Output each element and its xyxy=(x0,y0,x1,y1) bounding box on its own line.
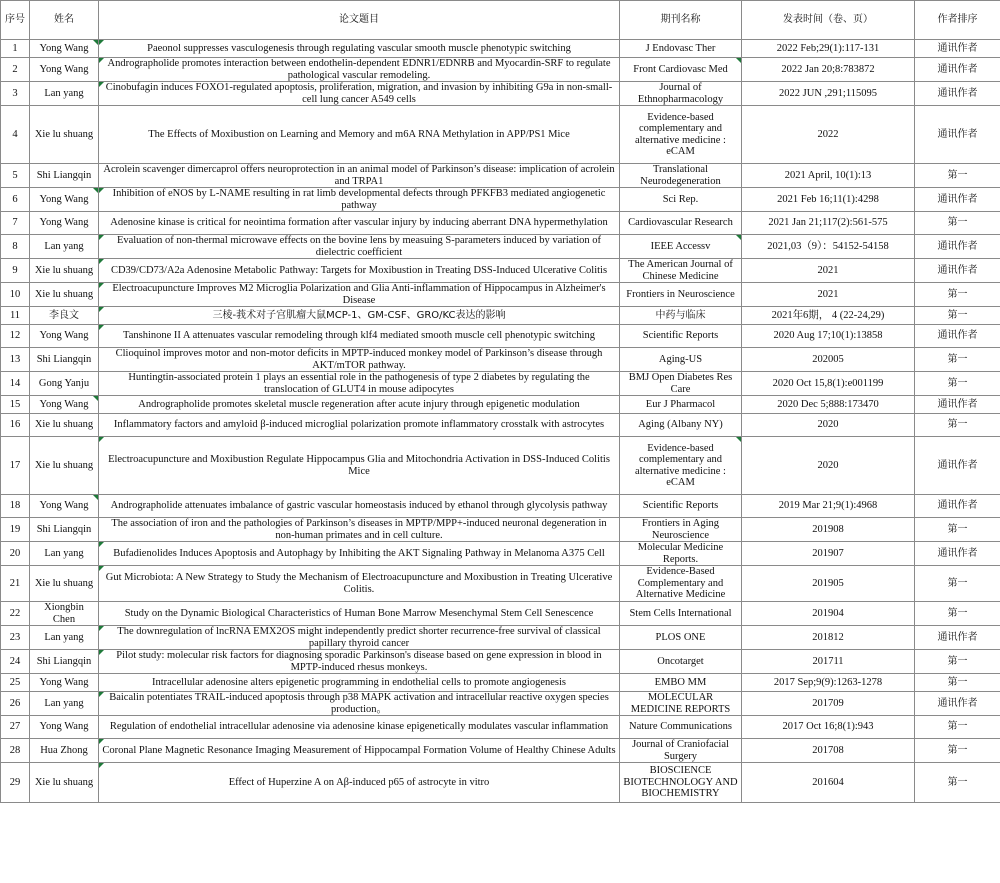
paper-title: Adenosine kinase is critical for neointima formation after vascular injury by inducing aberrant DNA hypermethylation xyxy=(99,212,620,235)
paper-title: CD39/CD73/A2a Adenosine Metabolic Pathway: Targets for Moxibustion in Treating DSS-Induced Ulcerative Colitis xyxy=(99,259,620,283)
author-order: 第一 xyxy=(915,164,1000,188)
publish-date: 2022 Jan 20;8:783872 xyxy=(742,58,915,82)
row-index: 22 xyxy=(1,602,30,626)
row-index: 7 xyxy=(1,212,30,235)
paper-title: Acrolein scavenger dimercaprol offers neuroprotection in an animal model of Parkinson’s disease: implication of acrolein and TRPA1 xyxy=(99,164,620,188)
row-index: 8 xyxy=(1,235,30,259)
journal-name: Eur J Pharmacol xyxy=(620,396,742,414)
paper-title: Pilot study: molecular risk factors for diagnosing sporadic Parkinson's disease based on gene expression in blood in MPTP-induced rhesus monkeys. xyxy=(99,650,620,674)
table-row xyxy=(1,283,1000,307)
publish-date: 2021 April, 10(1):13 xyxy=(742,164,915,188)
row-index: 27 xyxy=(1,716,30,739)
author-name: Shi Liangqin xyxy=(30,650,99,674)
table-row xyxy=(1,414,1000,437)
table-row xyxy=(1,626,1000,650)
table-row xyxy=(1,739,1000,763)
table-row xyxy=(1,542,1000,566)
header-journal: 期刊名称 xyxy=(620,1,742,40)
author-order: 第一 xyxy=(915,372,1000,396)
publish-date: 201905 xyxy=(742,566,915,602)
author-order: 第一 xyxy=(915,283,1000,307)
table-row xyxy=(1,495,1000,518)
paper-title: Andrographolide attenuates imbalance of gastric vascular homeostasis induced by ethanol through glycolysis pathway xyxy=(99,495,620,518)
journal-name: Cardiovascular Research xyxy=(620,212,742,235)
author-name: Shi Liangqin xyxy=(30,164,99,188)
author-name: 李良文 xyxy=(30,307,99,325)
author-order: 通讯作者 xyxy=(915,188,1000,212)
paper-title: The Effects of Moxibustion on Learning and Memory and m6A RNA Methylation in APP/PS1 Mice xyxy=(99,106,620,164)
row-index: 18 xyxy=(1,495,30,518)
paper-title: Bufadienolides Induces Apoptosis and Autophagy by Inhibiting the AKT Signaling Pathway in Melanoma A375 Cell xyxy=(99,542,620,566)
author-name: Yong Wang xyxy=(30,716,99,739)
table-row xyxy=(1,518,1000,542)
publish-date: 2019 Mar 21;9(1):4968 xyxy=(742,495,915,518)
publish-date: 2021 Jan 21;117(2):561-575 xyxy=(742,212,915,235)
author-name: Lan yang xyxy=(30,542,99,566)
row-index: 2 xyxy=(1,58,30,82)
author-name: Lan yang xyxy=(30,82,99,106)
journal-name: Front Cardiovasc Med xyxy=(620,58,742,82)
author-name: Yong Wang xyxy=(30,188,99,212)
author-order: 第一 xyxy=(915,739,1000,763)
author-name: Shi Liangqin xyxy=(30,348,99,372)
author-name: Lan yang xyxy=(30,692,99,716)
author-order: 第一 xyxy=(915,650,1000,674)
author-name: Gong Yanju xyxy=(30,372,99,396)
row-index: 1 xyxy=(1,40,30,58)
paper-title: Evaluation of non-thermal microwave effects on the bovine lens by measuing S-parameters induced by variation of dielectric coefficient xyxy=(99,235,620,259)
table-row xyxy=(1,164,1000,188)
author-order: 通讯作者 xyxy=(915,626,1000,650)
author-order: 通讯作者 xyxy=(915,235,1000,259)
publish-date: 201812 xyxy=(742,626,915,650)
journal-name: IEEE Accessv xyxy=(620,235,742,259)
journal-name: J Endovasc Ther xyxy=(620,40,742,58)
row-index: 14 xyxy=(1,372,30,396)
journal-name: Nature Communications xyxy=(620,716,742,739)
author-order: 通讯作者 xyxy=(915,495,1000,518)
author-name: Xie lu shuang xyxy=(30,259,99,283)
journal-name: Scientific Reports xyxy=(620,495,742,518)
author-name: Yong Wang xyxy=(30,495,99,518)
paper-title: The downregulation of lncRNA EMX2OS might independently predict shorter recurrence-free survival of classical papillary thyroid cancer xyxy=(99,626,620,650)
author-order: 第一 xyxy=(915,518,1000,542)
author-name: Shi Liangqin xyxy=(30,518,99,542)
journal-name: 中药与临床 xyxy=(620,307,742,325)
publish-date: 201604 xyxy=(742,763,915,803)
table-row xyxy=(1,235,1000,259)
row-index: 23 xyxy=(1,626,30,650)
journal-name: Stem Cells International xyxy=(620,602,742,626)
row-index: 19 xyxy=(1,518,30,542)
author-order: 通讯作者 xyxy=(915,106,1000,164)
author-name: Yong Wang xyxy=(30,58,99,82)
journal-name: Molecular Medicine Reports. xyxy=(620,542,742,566)
table-row xyxy=(1,58,1000,82)
journal-name: Aging-US xyxy=(620,348,742,372)
row-index: 26 xyxy=(1,692,30,716)
author-name: Yong Wang xyxy=(30,674,99,692)
publish-date: 2020 Aug 17;10(1):13858 xyxy=(742,325,915,348)
table-row xyxy=(1,692,1000,716)
table-row xyxy=(1,307,1000,325)
paper-title: Electroacupuncture and Moxibustion Regulate Hippocampus Glia and Mitochondria Activation in DSS-Induced Colitis Mice xyxy=(99,437,620,495)
author-order: 通讯作者 xyxy=(915,259,1000,283)
row-index: 21 xyxy=(1,566,30,602)
journal-name: The American Journal of Chinese Medicine xyxy=(620,259,742,283)
row-index: 15 xyxy=(1,396,30,414)
author-order: 第一 xyxy=(915,414,1000,437)
row-index: 24 xyxy=(1,650,30,674)
journal-name: Frontiers in Neuroscience xyxy=(620,283,742,307)
header-name: 姓名 xyxy=(30,1,99,40)
table-row xyxy=(1,566,1000,602)
table-row xyxy=(1,602,1000,626)
author-name: Xiongbin Chen xyxy=(30,602,99,626)
row-index: 5 xyxy=(1,164,30,188)
row-index: 28 xyxy=(1,739,30,763)
author-name: Lan yang xyxy=(30,235,99,259)
publish-date: 2020 Oct 15,8(1):e001199 xyxy=(742,372,915,396)
row-index: 29 xyxy=(1,763,30,803)
paper-title: Cinobufagin induces FOXO1-regulated apoptosis, proliferation, migration, and invasion by inhibiting G9a in non-small-cell lung cancer A549 cells xyxy=(99,82,620,106)
author-order: 第一 xyxy=(915,307,1000,325)
author-order: 通讯作者 xyxy=(915,542,1000,566)
paper-title: Intracellular adenosine alters epigenetic programming in endothelial cells to promote angiogenesis xyxy=(99,674,620,692)
author-order: 第一 xyxy=(915,602,1000,626)
author-name: Xie lu shuang xyxy=(30,566,99,602)
journal-name: Journal of Craniofacial Surgery xyxy=(620,739,742,763)
row-index: 3 xyxy=(1,82,30,106)
journal-name: EMBO MM xyxy=(620,674,742,692)
journal-name: Evidence-based complementary and alternative medicine : eCAM xyxy=(620,437,742,495)
author-order: 第一 xyxy=(915,348,1000,372)
row-index: 25 xyxy=(1,674,30,692)
journal-name: Evidence-Based Complementary and Alternative Medicine xyxy=(620,566,742,602)
row-index: 13 xyxy=(1,348,30,372)
row-index: 20 xyxy=(1,542,30,566)
row-index: 4 xyxy=(1,106,30,164)
paper-title: Inflammatory factors and amyloid β-induced microglial polarization promote inflammatory crosstalk with astrocytes xyxy=(99,414,620,437)
publish-date: 201711 xyxy=(742,650,915,674)
author-order: 通讯作者 xyxy=(915,58,1000,82)
author-order: 通讯作者 xyxy=(915,437,1000,495)
paper-title: Inhibition of eNOS by L-NAME resulting in rat limb developmental defects through PFKFB3 mediated angiogenetic pathway xyxy=(99,188,620,212)
journal-name: Oncotarget xyxy=(620,650,742,674)
journal-name: Journal of Ethnopharmacology xyxy=(620,82,742,106)
journal-name: Evidence-based complementary and alternative medicine : eCAM xyxy=(620,106,742,164)
author-name: Xie lu shuang xyxy=(30,283,99,307)
author-name: Xie lu shuang xyxy=(30,437,99,495)
row-index: 9 xyxy=(1,259,30,283)
header-index: 序号 xyxy=(1,1,30,40)
table-row xyxy=(1,259,1000,283)
paper-title: 三棱-莪术对子宫肌瘤大鼠MCP-1、GM-CSF、GRO/KC表达的影响 xyxy=(99,307,620,325)
paper-title: Huntingtin-associated protein 1 plays an essential role in the pathogenesis of type 2 diabetes by regulating the translocation of GLUT4 in mouse adipocytes xyxy=(99,372,620,396)
publish-date: 2017 Sep;9(9):1263-1278 xyxy=(742,674,915,692)
table-row xyxy=(1,212,1000,235)
author-order: 第一 xyxy=(915,674,1000,692)
journal-name: BIOSCIENCE BIOTECHNOLOGY AND BIOCHEMISTRY xyxy=(620,763,742,803)
author-name: Yong Wang xyxy=(30,40,99,58)
paper-title: Paeonol suppresses vasculogenesis through regulating vascular smooth muscle phenotypic switching xyxy=(99,40,620,58)
paper-title: Andrographolide promotes interaction between endothelin-dependent EDNR1/EDNRB and Myocardin-SRF to regulate pathological vascular remodeling. xyxy=(99,58,620,82)
author-name: Lan yang xyxy=(30,626,99,650)
table-row xyxy=(1,82,1000,106)
author-name: Xie lu shuang xyxy=(30,106,99,164)
table-row xyxy=(1,188,1000,212)
header-title: 论文题目 xyxy=(99,1,620,40)
paper-title: Effect of Huperzine A on Aβ-induced p65 of astrocyte in vitro xyxy=(99,763,620,803)
author-order: 通讯作者 xyxy=(915,396,1000,414)
publish-date: 2021,03（9）：54152-54158 xyxy=(742,235,915,259)
header-author-order: 作者排序 xyxy=(915,1,1000,40)
author-order: 通讯作者 xyxy=(915,325,1000,348)
publish-date: 202005 xyxy=(742,348,915,372)
row-index: 10 xyxy=(1,283,30,307)
publish-date: 201708 xyxy=(742,739,915,763)
table-row xyxy=(1,106,1000,164)
journal-name: Translational Neurodegeneration xyxy=(620,164,742,188)
table-row xyxy=(1,348,1000,372)
journal-name: Frontiers in Aging Neuroscience xyxy=(620,518,742,542)
author-name: Yong Wang xyxy=(30,396,99,414)
table-header-row xyxy=(1,1,1000,40)
publish-date: 2021 xyxy=(742,259,915,283)
journal-name: MOLECULAR MEDICINE REPORTS xyxy=(620,692,742,716)
table-row xyxy=(1,716,1000,739)
row-index: 6 xyxy=(1,188,30,212)
publish-date: 201908 xyxy=(742,518,915,542)
table-row xyxy=(1,763,1000,803)
author-name: Yong Wang xyxy=(30,325,99,348)
publish-date: 201904 xyxy=(742,602,915,626)
publish-date: 2020 xyxy=(742,437,915,495)
row-index: 12 xyxy=(1,325,30,348)
author-order: 通讯作者 xyxy=(915,40,1000,58)
publish-date: 2017 Oct 16;8(1):943 xyxy=(742,716,915,739)
header-date: 发表时间（卷、页） xyxy=(742,1,915,40)
journal-name: BMJ Open Diabetes Res Care xyxy=(620,372,742,396)
publish-date: 2021年6期， 4 (22-24,29) xyxy=(742,307,915,325)
paper-title: Andrographolide promotes skeletal muscle regeneration after acute injury through epigenetic modulation xyxy=(99,396,620,414)
paper-title: Tanshinone II A attenuates vascular remodeling through klf4 mediated smooth muscle cell phenotypic switching xyxy=(99,325,620,348)
journal-name: Sci Rep. xyxy=(620,188,742,212)
author-order: 第一 xyxy=(915,212,1000,235)
publish-date: 2020 xyxy=(742,414,915,437)
paper-title: Regulation of endothelial intracellular adenosine via adenosine kinase epigenetically modulates vascular inflammation xyxy=(99,716,620,739)
row-index: 16 xyxy=(1,414,30,437)
table-row xyxy=(1,674,1000,692)
author-order: 第一 xyxy=(915,566,1000,602)
publish-date: 2022 xyxy=(742,106,915,164)
author-name: Xie lu shuang xyxy=(30,763,99,803)
paper-title: Baicalin potentiates TRAIL-induced apoptosis through p38 MAPK activation and intracellular reactive oxygen species production。 xyxy=(99,692,620,716)
publish-date: 201709 xyxy=(742,692,915,716)
paper-title: Electroacupuncture Improves M2 Microglia Polarization and Glia Anti-inflammation of Hippocampus in Alzheimer's Disease xyxy=(99,283,620,307)
table-row xyxy=(1,325,1000,348)
publish-date: 2022 JUN ,291;115095 xyxy=(742,82,915,106)
table-row xyxy=(1,372,1000,396)
publish-date: 2020 Dec 5;888:173470 xyxy=(742,396,915,414)
author-order: 第一 xyxy=(915,763,1000,803)
paper-title: The association of iron and the pathologies of Parkinson’s diseases in MPTP/MPP+-induced neuronal degeneration in non-human primates and in cell culture. xyxy=(99,518,620,542)
row-index: 17 xyxy=(1,437,30,495)
author-name: Yong Wang xyxy=(30,212,99,235)
table-row xyxy=(1,396,1000,414)
journal-name: Aging (Albany NY) xyxy=(620,414,742,437)
table-row xyxy=(1,40,1000,58)
author-name: Hua Zhong xyxy=(30,739,99,763)
author-order: 通讯作者 xyxy=(915,692,1000,716)
table-row xyxy=(1,437,1000,495)
paper-title: Study on the Dynamic Biological Characteristics of Human Bone Marrow Mesenchymal Stem Cell Senescence xyxy=(99,602,620,626)
table-row xyxy=(1,650,1000,674)
publish-date: 2021 xyxy=(742,283,915,307)
row-index: 11 xyxy=(1,307,30,325)
paper-title: Gut Microbiota: A New Strategy to Study the Mechanism of Electroacupuncture and Moxibustion in Treating Ulcerative Colitis. xyxy=(99,566,620,602)
author-order: 第一 xyxy=(915,716,1000,739)
author-name: Xie lu shuang xyxy=(30,414,99,437)
publish-date: 2021 Feb 16;11(1):4298 xyxy=(742,188,915,212)
journal-name: PLOS ONE xyxy=(620,626,742,650)
paper-title: Clioquinol improves motor and non-motor deficits in MPTP-induced monkey model of Parkinson’s disease through AKT/mTOR pathway. xyxy=(99,348,620,372)
journal-name: Scientific Reports xyxy=(620,325,742,348)
paper-title: Coronal Plane Magnetic Resonance Imaging Measurement of Hippocampal Formation Volume of Healthy Chinese Adults xyxy=(99,739,620,763)
author-order: 通讯作者 xyxy=(915,82,1000,106)
publish-date: 201907 xyxy=(742,542,915,566)
publish-date: 2022 Feb;29(1):117-131 xyxy=(742,40,915,58)
